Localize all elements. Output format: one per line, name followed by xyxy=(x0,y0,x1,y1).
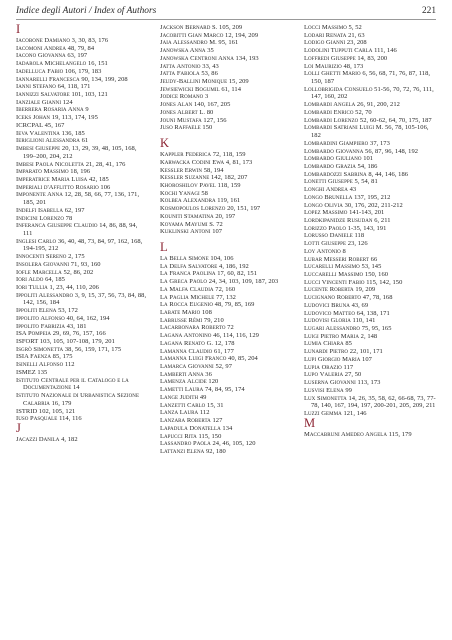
index-entry: Lotti Giuseppe 23, 126 xyxy=(304,240,368,248)
index-entry: Iuso Pasquale 114, 116 xyxy=(16,415,82,423)
index-entry: Lombardi Lorenzo 52, 60-62, 64, 70, 175, 187 xyxy=(304,116,432,124)
index-entry: Lacarbonara Roberto 72 xyxy=(160,324,234,332)
index-entry: Loi Maurizio 48, 173 xyxy=(304,62,364,70)
index-entry: Iori Aldo 64, 185 xyxy=(16,276,65,284)
index-entry: Lonetti Giuseppe 5, 54, 81 xyxy=(304,178,378,186)
index-entry: Luccarelli Massimo 150, 160 xyxy=(304,271,389,278)
index-entry: Lucci Vincenti Fabio 115, 142, 150 xyxy=(304,278,403,286)
index-entry: Lamanna Luigi Franco 40, 85, 204 xyxy=(160,355,258,363)
index-entry: Loy Antonio 8 xyxy=(304,247,346,255)
letter-heading: J xyxy=(16,420,21,435)
index-entry: Longo Brunella 137, 195, 212 xyxy=(304,193,391,201)
index-entry: Jaia Alessandro M. 95, 161 xyxy=(160,39,239,47)
index-entry: Iannarelli Francesca 90, 134, 199, 208 xyxy=(16,75,128,83)
index-entry: Iannizzi Salvatore 101, 103, 121 xyxy=(16,91,108,99)
index-entry: Jatta Fabiola 53, 86 xyxy=(160,70,218,78)
running-header-title: Indice degli Autori / Index of Authors xyxy=(16,6,157,16)
index-entry: Lapadula Donatella 134 xyxy=(160,424,233,432)
index-entry: Istituto Centrale per il Catalogo e la Documentazione 14 xyxy=(16,376,129,392)
index-entry: La Delfa Salvatore 4, 186, 192 xyxy=(160,262,249,270)
index-entry: La Greca Paolo 24, 34, 103, 109, 187, 203 xyxy=(160,278,279,286)
index-entry: Iacomoni Andrea 48, 79, 84 xyxy=(16,44,95,52)
letter-heading: K xyxy=(160,136,170,151)
index-entry: Lolli Ghetti Mario 6, 56, 68, 71, 76, 87, 118, 150, 187 xyxy=(304,70,431,86)
index-entry: Lodari Renata 21, 63 xyxy=(304,31,365,39)
index-entry: Ippolito Fabrizia 43, 181 xyxy=(16,322,87,330)
index-entry: Iceks Johan 19, 113, 174, 195 xyxy=(16,114,98,122)
index-entry: Kappler Federica 72, 118, 159 xyxy=(160,151,246,159)
index-entry: Lanza Laura 112 xyxy=(160,409,210,417)
index-entry: Iberrera Rosaria Anna 9 xyxy=(16,106,89,114)
index-column-1 xyxy=(16,24,148,636)
index-entry: Iacono Giovanna 63, 197 xyxy=(16,52,88,60)
index-entry: Karwacka Codini Ewa 4, 81, 173 xyxy=(160,158,253,166)
index-entry: Imperatrice Maria Luisa 42, 185 xyxy=(16,175,109,183)
index-entry: Longhi Andrea 43 xyxy=(304,186,357,194)
index-entry: Lorusso Daniele 118 xyxy=(304,232,365,240)
index-entry: Lupi Giorgio Maria 107 xyxy=(304,355,372,363)
letter-heading: L xyxy=(160,239,168,254)
index-entry: Lange Judith 49 xyxy=(160,393,207,401)
index-entry: Ianziale Gianni 124 xyxy=(16,98,73,106)
index-entry: Iadelluca Fabio 106, 179, 183 xyxy=(16,67,102,75)
index-entry: Janowska Centroni Anna 134, 193 xyxy=(160,54,259,62)
index-entry: Lombardo Grazia 54, 186 xyxy=(304,162,378,170)
index-entry: Inglesi Carlo 36, 40, 48, 73, 84, 97, 162, 168, 194-195, 212 xyxy=(16,237,143,253)
index-entry: Lagana Antonino 46, 114, 116, 129 xyxy=(160,332,259,340)
index-entry: Lodolini Tupputi Carla 111, 146 xyxy=(304,47,397,55)
index-entry: Lucente Roberta 19, 209 xyxy=(304,286,376,294)
index-entry: Lombardi Angela 26, 91, 200, 212 xyxy=(304,101,400,109)
index-entry: Ieva Valentina 136, 185 xyxy=(16,129,85,137)
index-entry: Lagana Renato G. 12, 178 xyxy=(160,339,235,347)
index-entry: Inferanca Giuseppe Claudio 14, 86, 88, 94, 111 xyxy=(16,222,138,237)
index-entry: Janowska Anna 35 xyxy=(160,47,214,55)
index-entry: Jatta Antonio 33, 43 xyxy=(160,62,219,70)
index-entry: Maccabruni Amedeo Angela 115, 179 xyxy=(304,430,412,438)
index-entry: Insolera Giovanni 71, 93, 160 xyxy=(16,260,101,268)
index-entry: Luzzi Gemma 121, 146 xyxy=(304,409,367,417)
index-entry: Labate Mario 108 xyxy=(160,309,212,316)
index-entry: ISIA Faenza 85, 175 xyxy=(16,353,73,361)
index-entry: Lombardi Enrico 52, 70 xyxy=(304,108,372,116)
index-entry: Locci Massimo 5, 52 xyxy=(304,24,362,31)
index-entry: Lamanna Claudio 61, 177 xyxy=(160,347,234,355)
index-entry: Lodigo Gianni 23, 208 xyxy=(304,39,367,47)
index-entry: Lombardozzi Sabrina 8, 44, 146, 186 xyxy=(304,170,409,178)
index-entry: Ieriglioni Alessandra 61 xyxy=(16,137,89,145)
index-entry: Innocenti Sereno 2, 175 xyxy=(16,253,85,261)
index-entry: Ludovico Matteo 64, 138, 171 xyxy=(304,309,390,317)
index-entry: Lupo Valeria 27, 50 xyxy=(304,371,362,379)
letter-heading: I xyxy=(16,24,21,36)
index-entry: Lumia Chiara 85 xyxy=(304,340,352,348)
index-entry: Istituto Nazionale di Urbanistica Sezione Calabria 16, 179 xyxy=(16,392,140,407)
index-entry: Lombardi Satriani Luigi M. 56, 78, 105-106, 182 xyxy=(304,124,429,140)
index-entry: Labrusse Rémi 79, 210 xyxy=(160,316,224,324)
index-entry: Lombardo Giuliano 101 xyxy=(304,155,374,163)
index-entry: Imponente Anna 12, 28, 58, 66, 77, 136, 171, 185, 201 xyxy=(16,191,140,207)
index-entry: Lux Simonetta 14, 26, 35, 58, 62, 66-68, 73, 77-78, 140, 167, 194, 197, 200-201, 205, 209, 211 xyxy=(304,394,436,410)
index-entry: Khoroshilov Pavel 118, 159 xyxy=(160,181,241,189)
index-entry: Lollobrigida Consuelo 51-56, 70, 72, 76, 111, 147, 160, 202 xyxy=(304,85,434,101)
index-entry: Longo Olivia 30, 176, 202, 211-212 xyxy=(304,201,403,209)
page-header xyxy=(16,6,436,20)
index-entry: Lombardo Giovanna 56, 87, 96, 148, 192 xyxy=(304,147,419,155)
index-entry: Lubar Messeri Robert 66 xyxy=(304,255,378,263)
index-entry: Lunardi Pietro 22, 101, 171 xyxy=(304,348,383,356)
index-entry: Lugari Alessandro 75, 95, 165 xyxy=(304,325,392,333)
index-entry: Iori Tullia 1, 23, 44, 110, 206 xyxy=(16,284,99,291)
index-entry: Indelfi Isabella 62, 197 xyxy=(16,206,85,214)
index-entry: Jouni Mustafa 127, 156 xyxy=(160,116,227,124)
index-entry: ISTRID 102, 105, 121 xyxy=(16,407,76,415)
index-entry: Kessler Suzanne 142, 182, 207 xyxy=(160,174,248,182)
index-entry: Juso Raffaele 150 xyxy=(160,124,213,132)
index-entry: Luserna Giovanni 113, 173 xyxy=(304,379,381,387)
index-entry: Iacobone Damiano 3, 30, 83, 176 xyxy=(16,37,109,44)
index-entry: Jeudy-Ballini Monique 15, 209 xyxy=(160,78,249,86)
index-entry: Ianni Stefano 64, 118, 171 xyxy=(16,83,91,91)
index-entry: Jacazzi Danila 4, 182 xyxy=(16,435,78,443)
index-column-3 xyxy=(304,24,436,636)
index-entry: Iadarola Michelangelo 16, 151 xyxy=(16,60,108,68)
index-entry: Lucignano Roberto 47, 78, 168 xyxy=(304,294,393,302)
index-entry: La Rocca Eugenio 48, 79, 85, 169 xyxy=(160,301,255,309)
index-entry: Iofle Marcella 52, 86, 202 xyxy=(16,268,94,276)
index-entry: Lombardini Giampiero 37, 173 xyxy=(304,139,390,147)
index-entry: Ippoliti Elena 53, 172 xyxy=(16,307,78,315)
index-entry: Jacobitti Gian Marco 12, 194, 209 xyxy=(160,31,259,39)
index-entry: Ludovisi Gloria 110, 141 xyxy=(304,317,376,325)
index-entry: La Franca Paolina 17, 60, 82, 151 xyxy=(160,270,258,278)
index-entry: Loffredi Giuseppe 14, 83, 200 xyxy=(304,54,388,62)
index-entry: Lamberti Anna 36 xyxy=(160,370,212,378)
index-entry: Lupia Orazio 117 xyxy=(304,363,354,371)
index-entry: Kosmopoulos Lorenzo 20, 151, 197 xyxy=(160,205,261,213)
index-entry: Kuklinski Antoni 107 xyxy=(160,228,223,236)
index-entry: La Malfa Claudia 72, 160 xyxy=(160,285,236,293)
index-entry: Lametti Laura 74, 84, 95, 174 xyxy=(160,386,245,394)
index-entry: Isgrò Simonetta 38, 56, 159, 171, 175 xyxy=(16,345,122,353)
index-columns xyxy=(16,24,436,636)
index-entry: Lusvisi Elena 99 xyxy=(304,386,352,394)
letter-heading: M xyxy=(304,415,316,430)
index-entry: Lopez Massimo 141-143, 201 xyxy=(304,209,385,217)
index-entry: ICRCPAL 45, 167 xyxy=(16,121,65,129)
index-entry: Lordkipanidze Rusudan 6, 211 xyxy=(304,216,391,224)
index-entry: Indicini Lorenzo 78 xyxy=(16,214,73,222)
index-entry: Jones Albert L. 80 xyxy=(160,108,214,116)
index-entry: Lorizzo Paolo 1-35, 143, 191 xyxy=(304,224,387,232)
index-entry: Imbesi Giuseppe 20, 13, 29, 39, 48, 105, 168, 199–200, 204, 212 xyxy=(16,145,137,160)
index-entry: Imperiali d'Afflitto Rosario 106 xyxy=(16,183,111,191)
header-divider xyxy=(16,19,436,20)
index-entry: ISMEZ 135 xyxy=(16,368,48,376)
index-entry: Imparato Massimo 18, 196 xyxy=(16,168,91,176)
index-entry: La Paglia Michele 77, 132 xyxy=(160,293,236,301)
index-entry: Jones Alan 140, 167, 205 xyxy=(160,101,231,109)
index-entry: ISA Pompeia 29, 69, 76, 157, 166 xyxy=(16,330,106,338)
index-entry: Ludovici Bruna 43, 69 xyxy=(304,301,369,309)
index-entry: Lanzara Roberta 127 xyxy=(160,417,223,425)
index-entry: Luigi Pietro Maria 2, 148 xyxy=(304,332,378,340)
index-entry: Jodice Romano 3 xyxy=(160,93,209,101)
index-entry: Lapucci Rita 115, 150 xyxy=(160,432,222,440)
index-entry: Lamarca Giovanni 52, 97 xyxy=(160,363,233,371)
index-entry: Jackson Bernard S. 105, 209 xyxy=(160,24,243,31)
index-entry: Imbesi Paola Nicoletta 21, 28, 41, 176 xyxy=(16,160,126,168)
index-entry: Kessler Erwin 58, 194 xyxy=(160,166,224,174)
index-entry: Lassandro Paola 24, 46, 105, 120 xyxy=(160,440,256,448)
index-entry: Jewsiewicki Bogumil 61, 114 xyxy=(160,85,241,93)
index-entry: Lanzetti Carlo 15, 31 xyxy=(160,401,224,409)
index-entry: Lattanzi Elena 92, 180 xyxy=(160,447,226,455)
page-number: 221 xyxy=(421,6,436,16)
index-entry: Kouniti Stamatina 20, 197 xyxy=(160,212,236,220)
index-entry: Koyama Mayumi S. 72 xyxy=(160,220,223,228)
index-entry: La Bella Simone 104, 106 xyxy=(160,254,234,262)
index-entry: Isinelli Alfonso 112 xyxy=(16,361,75,369)
index-entry: Kolbea Alexandra 119, 161 xyxy=(160,197,241,205)
index-entry: Ippolito Alfonso 40, 64, 162, 194 xyxy=(16,314,110,322)
index-entry: Kochi Yanagi 58 xyxy=(160,189,208,197)
index-entry: Lamenza Alcide 120 xyxy=(160,378,219,386)
index-entry: ISFORT 103, 105, 107-108, 179, 201 xyxy=(16,338,115,346)
index-column-2 xyxy=(160,24,292,636)
index-entry: Ippoliti Alessandro 3, 9, 15, 37, 56, 73, 84, 88, 142, 156, 184 xyxy=(16,291,147,307)
index-entry: Lucarelli Massimo 53, 145 xyxy=(304,263,382,271)
